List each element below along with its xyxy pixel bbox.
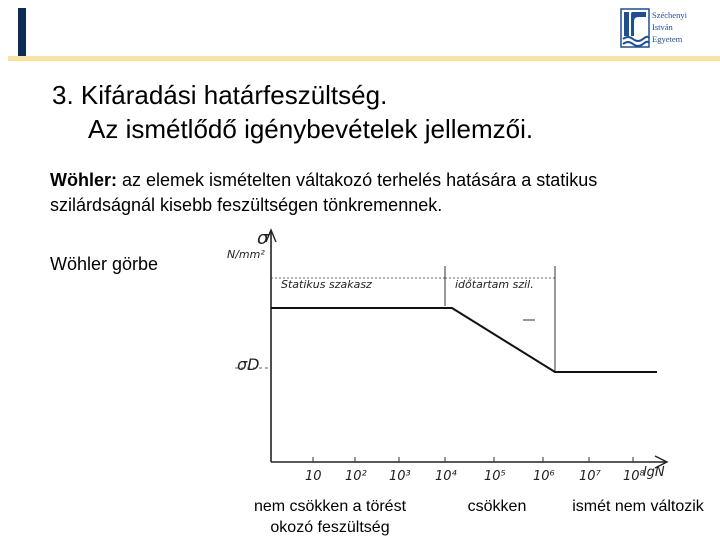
university-logo	[620, 6, 716, 52]
logo-emblem-icon	[620, 8, 650, 48]
wohler-diagram-svg	[205, 222, 675, 490]
x-tick-label: 10⁴	[435, 469, 457, 484]
idotartam-label: időtartam szil.	[455, 278, 534, 291]
x-axis-label: lgN	[643, 465, 665, 480]
caption-decreasing-region: csökken	[467, 498, 527, 515]
fatigue-limit-label: σD	[237, 355, 260, 374]
y-axis-symbol: σ	[257, 228, 269, 249]
logo-line-2: István	[652, 22, 673, 32]
intro-paragraph	[50, 168, 690, 218]
slide-title	[52, 78, 533, 146]
statikus-label: Statikus szakasz	[281, 278, 372, 291]
wohler-diagram	[205, 222, 675, 490]
logo-line-3: Egyetem	[652, 34, 683, 44]
wohler-curve	[271, 308, 657, 372]
x-tick-label: 10³	[389, 469, 411, 484]
title-line-1: 3. Kifáradási határfeszültség.	[52, 80, 388, 110]
caption-static-region: nem csökken a törést okozó feszültség	[253, 498, 407, 536]
caption-constant-region: ismét nem változik	[572, 498, 704, 515]
title-line-2: Az ismétlődő igénybevételek jellemzői.	[88, 114, 534, 144]
logo-text	[652, 9, 687, 45]
x-tick-label: 10⁶	[533, 469, 555, 484]
curve-label: Wöhler görbe	[50, 254, 159, 274]
x-tick-label: 10⁸	[623, 469, 645, 484]
logo-line-1: Széchenyi	[652, 10, 687, 20]
x-tick-label: 10⁷	[579, 469, 601, 484]
accent-bar-horizontal	[8, 56, 720, 61]
accent-bar-vertical	[18, 8, 26, 60]
x-tick-label: 10⁵	[484, 469, 506, 484]
intro-text: az elemek ismételten váltakozó terhelés hatására a statikus szilárdságnál kisebb feszültségen tönkremennek.	[50, 170, 598, 215]
y-axis-unit: N/mm²	[227, 248, 265, 261]
intro-term: Wöhler:	[50, 170, 117, 190]
x-tick-label: 10	[305, 469, 322, 484]
x-tick-label: 10²	[345, 469, 367, 484]
